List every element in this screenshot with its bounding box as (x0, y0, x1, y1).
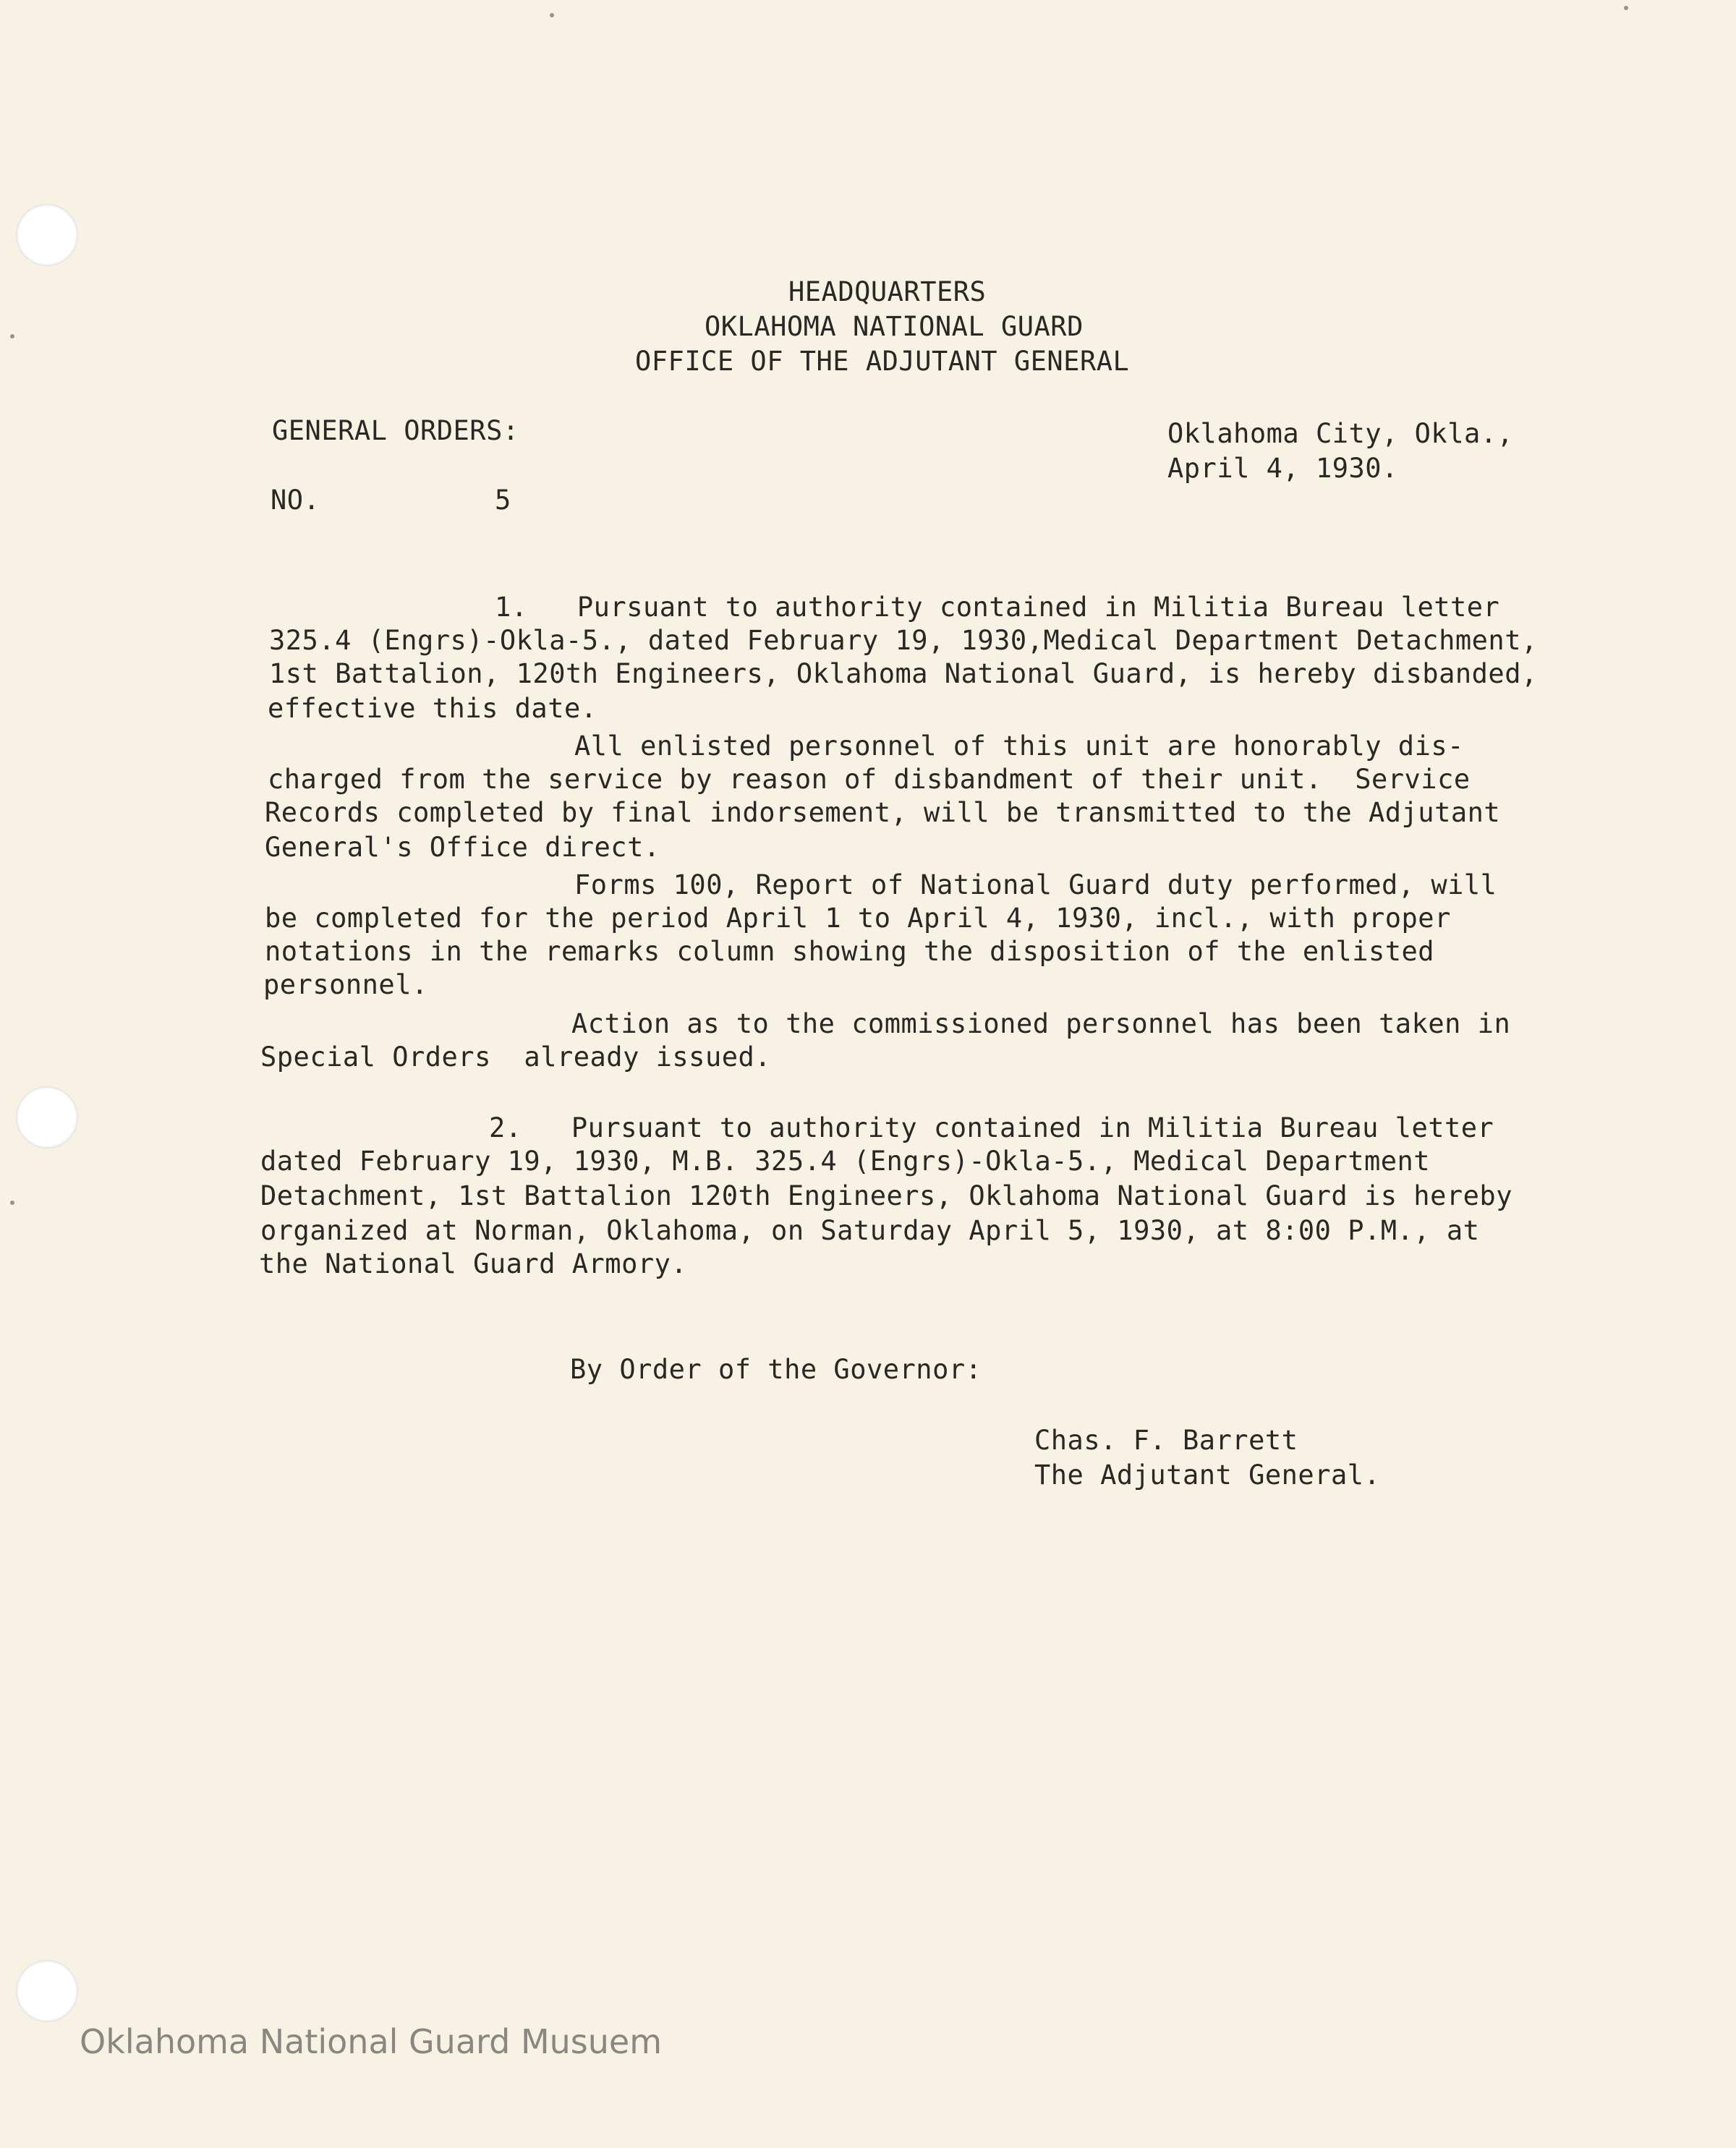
signatory-name: Chas. F. Barrett (1034, 1425, 1298, 1456)
paragraph-2-line-1: All enlisted personnel of this unit are honorably dis- (574, 730, 1464, 762)
punch-hole-middle (16, 1086, 78, 1148)
by-order-line: By Order of the Governor: (570, 1354, 982, 1385)
punch-hole-top (16, 204, 78, 266)
paragraph-2-line-4: General's Office direct. (265, 832, 660, 863)
paragraph-5-line-3: Detachment, 1st Battalion 120th Engineers, Oklahoma National Guard is hereby (260, 1180, 1512, 1211)
paper-fleck (10, 1201, 14, 1205)
paragraph-4-line-1: Action as to the commissioned personnel has been taken in (571, 1008, 1511, 1039)
paragraph-1-line-4: effective this date. (268, 693, 597, 724)
header-line-3: OFFICE OF THE ADJUTANT GENERAL (635, 346, 1130, 377)
paragraph-3-line-4: personnel. (263, 969, 428, 1000)
place: Oklahoma City, Okla., (1167, 418, 1514, 449)
punch-hole-bottom (16, 1960, 78, 2022)
general-orders-label: GENERAL ORDERS: (272, 415, 519, 446)
paper-fleck (10, 334, 14, 338)
paragraph-3-line-1: Forms 100, Report of National Guard duty performed, will (574, 869, 1497, 900)
paragraph-2-line-3: Records completed by final indorsement, will be transmitted to the Adjutant (265, 797, 1501, 828)
paragraph-5-line-5: the National Guard Armory. (259, 1248, 688, 1279)
order-number-label: NO. (271, 485, 320, 516)
paragraph-5-line-2: dated February 19, 1930, M.B. 325.4 (Engrs)-Okla-5., Medical Department (260, 1146, 1431, 1177)
paragraph-5-line-1: 2. Pursuant to authority contained in Militia Bureau letter (489, 1112, 1494, 1143)
museum-watermark: Oklahoma National Guard Musuem (80, 2022, 663, 2061)
paragraph-3-line-2: be completed for the period April 1 to April 4, 1930, incl., with proper (265, 903, 1451, 934)
paper-fleck (550, 13, 554, 17)
paragraph-1-line-1: 1. Pursuant to authority contained in Militia Bureau letter (495, 592, 1500, 623)
paragraph-2-line-2: charged from the service by reason of disbandment of their unit. Service (268, 764, 1471, 795)
paragraph-1-line-2: 325.4 (Engrs)-Okla-5., dated February 19, 1930,Medical Department Detachment, (269, 625, 1538, 656)
date: April 4, 1930. (1167, 453, 1398, 484)
signatory-title: The Adjutant General. (1034, 1459, 1381, 1491)
paragraph-4-line-2: Special Orders already issued. (260, 1041, 772, 1073)
paragraph-5-line-4: organized at Norman, Oklahoma, on Saturday April 5, 1930, at 8:00 P.M., at (260, 1215, 1480, 1246)
order-number: 5 (495, 485, 511, 516)
paper-fleck (1624, 6, 1628, 10)
paragraph-1-line-3: 1st Battalion, 120th Engineers, Oklahoma National Guard, is hereby disbanded, (269, 658, 1538, 689)
header-line-2: OKLAHOMA NATIONAL GUARD (705, 311, 1084, 342)
header-line-1: HEADQUARTERS (788, 276, 987, 307)
paragraph-3-line-3: notations in the remarks column showing the disposition of the enlisted (265, 936, 1435, 967)
